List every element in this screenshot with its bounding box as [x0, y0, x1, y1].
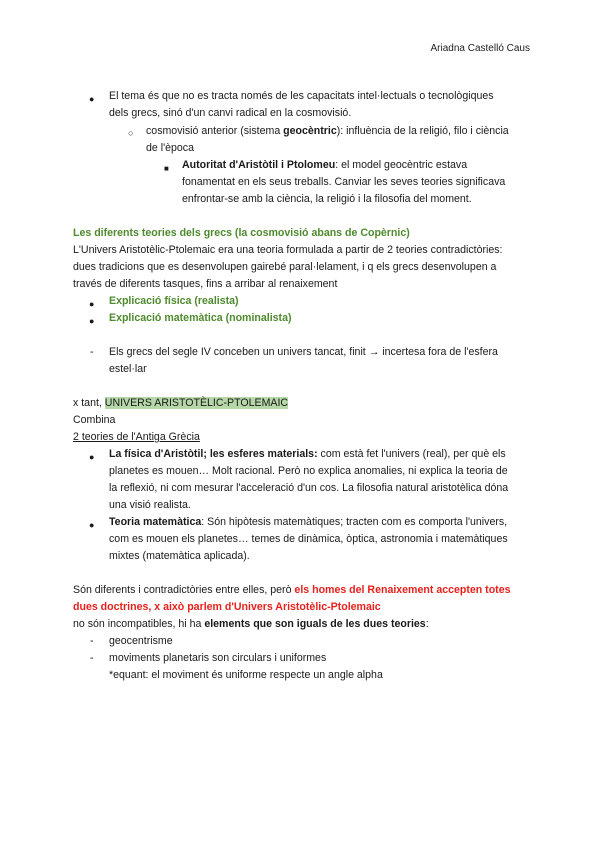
combina-label: Combina — [73, 414, 116, 426]
theories-paragraph-line2: dues tradicions que es desenvolupen gairebé paral·lelament, i q els grecs desenvolupen a — [73, 261, 497, 273]
theories-paragraph-line1: L'Univers Aristotèlic-Ptolemaic era una teoria formulada a partir de 2 teories contradictòries: — [73, 244, 503, 256]
aristotle-physics-line4: una visió realista. — [109, 499, 191, 511]
theory-item-mathematical: Explicació matemàtica (nominalista) — [109, 312, 292, 324]
renaissance-line2: dues doctrines, x això parlem d'Univers Aristotèlic-Ptolemaic — [73, 601, 381, 613]
dash-bullet: - — [90, 346, 94, 358]
author-header: Ariadna Castelló Caus — [430, 43, 530, 54]
renaissance-line3: no són incompatibles, hi ha elements que son iguals de les dues teories: — [73, 618, 429, 630]
equant-note: *equant: el moviment és uniforme respecte un angle alpha — [109, 669, 383, 681]
aristotle-physics-line1: La física d'Aristòtil; les esferes materials: com està fet l'univers (real), per què els — [109, 448, 506, 460]
common-element-circular-motion: moviments planetaris son circulars i uniformes — [109, 652, 327, 664]
theories-heading: Les diferents teories dels grecs (la cosmovisió abans de Copèrnic) — [73, 227, 410, 239]
aristotle-physics-line3: la reflexió, ni com mesurar l'acceleració d'un cos. La filosofia natural aristotèlica dóna — [109, 482, 509, 494]
theories-paragraph-line3: través de diferents tasques, fins a arribar al renaixement — [73, 278, 338, 290]
math-theory-line2: com es mouen els planetes… temes de dinàmica, òptica, astronomia i matemàtiques — [109, 533, 508, 545]
math-theory-line3: mixtes (matemàtica aplicada). — [109, 550, 250, 562]
renaissance-line1: Són diferents i contradictòries entre elles, però els homes del Renaixement accepten totes — [73, 584, 511, 596]
intro-bullet-line1: El tema és que no es tracta només de les capacitats intel·lectuals o tecnològiques — [109, 90, 494, 102]
bullet-dot: ● — [89, 452, 95, 462]
circle-bullet: ○ — [128, 128, 134, 138]
dash-bullet: - — [90, 652, 94, 664]
intro-subbullet-line2: de l'època — [146, 142, 194, 154]
univers-line: x tant, UNIVERS ARISTOTÈLIC-PTOLEMAIC — [73, 397, 289, 409]
bullet-dot: ● — [89, 299, 95, 309]
common-element-geocentrism: geocentrisme — [109, 635, 173, 647]
aristotle-physics-line2: planetes es mouen… Molt racional. Però no explica anomalies, ni explica la teoria de — [109, 465, 508, 477]
math-theory-line1: Teoria matemàtica: Són hipòtesis matemàtiques; tracten com es comporta l'univers, — [109, 516, 508, 528]
univers-highlight: UNIVERS ARISTOTÈLIC-PTOLEMAIC — [104, 397, 289, 409]
intro-subsub-line3: enfrontar-se amb la ciència, la religió i la filosofia del moment. — [182, 193, 472, 205]
intro-bullet-line2: dels grecs, sinó d'un canvi radical en la cosmovisió. — [109, 107, 352, 119]
bullet-dot: ● — [89, 316, 95, 326]
greeks-dash-line2: estel·lar — [109, 363, 147, 375]
greeks-dash-line1: Els grecs del segle IV conceben un univers tancat, finit → incertesa fora de l'esfera — [109, 346, 498, 358]
intro-subsub-line2: fonamentat en els seus treballs. Canviar les seves teories significava — [182, 176, 506, 188]
two-theories-underline: 2 teories de l'Antiga Grècia — [73, 431, 200, 443]
intro-subbullet: cosmovisió anterior (sistema geocèntric): influència de la religió, filo i ciència — [146, 125, 509, 137]
dash-bullet: - — [90, 635, 94, 647]
theory-item-physical: Explicació física (realista) — [109, 295, 239, 307]
intro-subsub-line1: Autoritat d'Aristòtil i Ptolomeu: el model geocèntric estava — [182, 159, 468, 171]
bullet-dot: ● — [89, 520, 95, 530]
bullet-dot: ● — [89, 94, 95, 104]
square-bullet: ■ — [164, 164, 169, 173]
